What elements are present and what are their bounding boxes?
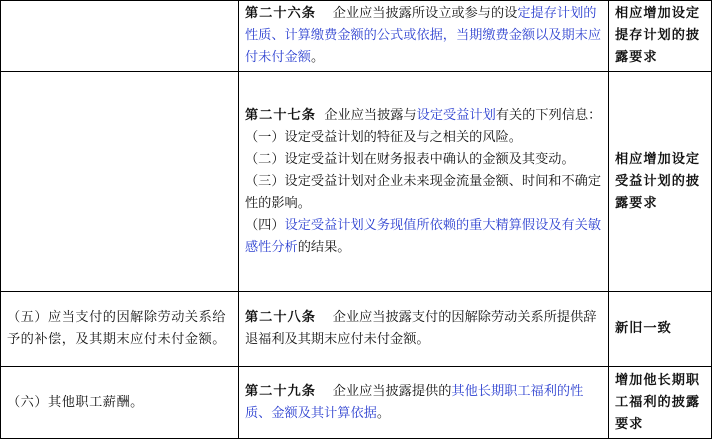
table-row (1, 367, 712, 439)
list-item: （三）设定受益计划对企业未来现金流量金额、时间和不确定性的影响。 (245, 173, 602, 211)
new-rule-text: 。 (310, 50, 325, 65)
list-item: （四）设定受益计划义务现值所依赖的重大精算假设及有关敏感性分析的结果。 (245, 217, 602, 255)
change-note-cell: 相应增加设定受益计划的披露要求 (609, 72, 712, 292)
new-rule-cell (239, 72, 609, 292)
new-rule-text: 企业应当披露支付的因解除劳动关系所提供辞退福利及其期末应付未付金额。 (245, 310, 597, 347)
table-row (1, 72, 712, 292)
new-rule-text: 。 (376, 405, 391, 421)
new-rule-highlight: 其他长期职工福利的性质、金额及其计算依据 (245, 383, 584, 421)
new-rule-text: 企业应当披露所设立或参与的设 (332, 6, 518, 21)
old-rule-cell (1, 72, 239, 292)
old-rule-cell: （六）其他职工薪酬。 (1, 367, 239, 439)
change-note-cell: 新旧一致 (609, 292, 712, 367)
table-row (1, 292, 712, 367)
old-rule-cell: （五）应当支付的因解除劳动关系给予的补偿，及其期末应付未付金额。 (1, 292, 239, 367)
new-rule-cell (239, 1, 609, 72)
new-rule-cell (239, 367, 609, 439)
list-item: （二）设定受益计划在财务报表中确认的金额及其变动。 (245, 151, 575, 167)
table-row (1, 1, 712, 72)
new-rule-text: 企业应当披露提供的 (332, 383, 452, 399)
list-item: （一）设定受益计划的特征及与之相关的风险。 (245, 129, 522, 145)
new-rule-text: 有关的下列信息： (495, 107, 602, 123)
article-number: 第二十八条 (245, 310, 316, 325)
change-note-cell: 相应增加设定提存计划的披露要求 (609, 1, 712, 72)
old-rule-cell (1, 1, 239, 72)
change-note-cell: 增加他长期职工福利的披露要求 (609, 367, 712, 439)
new-rule-text: 企业应当披露与 (324, 107, 417, 123)
new-rule-highlight: 设定受益计划 (416, 107, 496, 123)
article-number: 第二十六条 (245, 6, 316, 21)
new-rule-highlight: 定提存计划的性质、计算缴费金额的公式或依据，当期缴费金额以及期末应付未付金额 (245, 6, 602, 65)
article-number: 第二十九条 (245, 383, 316, 399)
new-rule-cell (239, 292, 609, 367)
article-number: 第二十七条 (245, 107, 316, 123)
